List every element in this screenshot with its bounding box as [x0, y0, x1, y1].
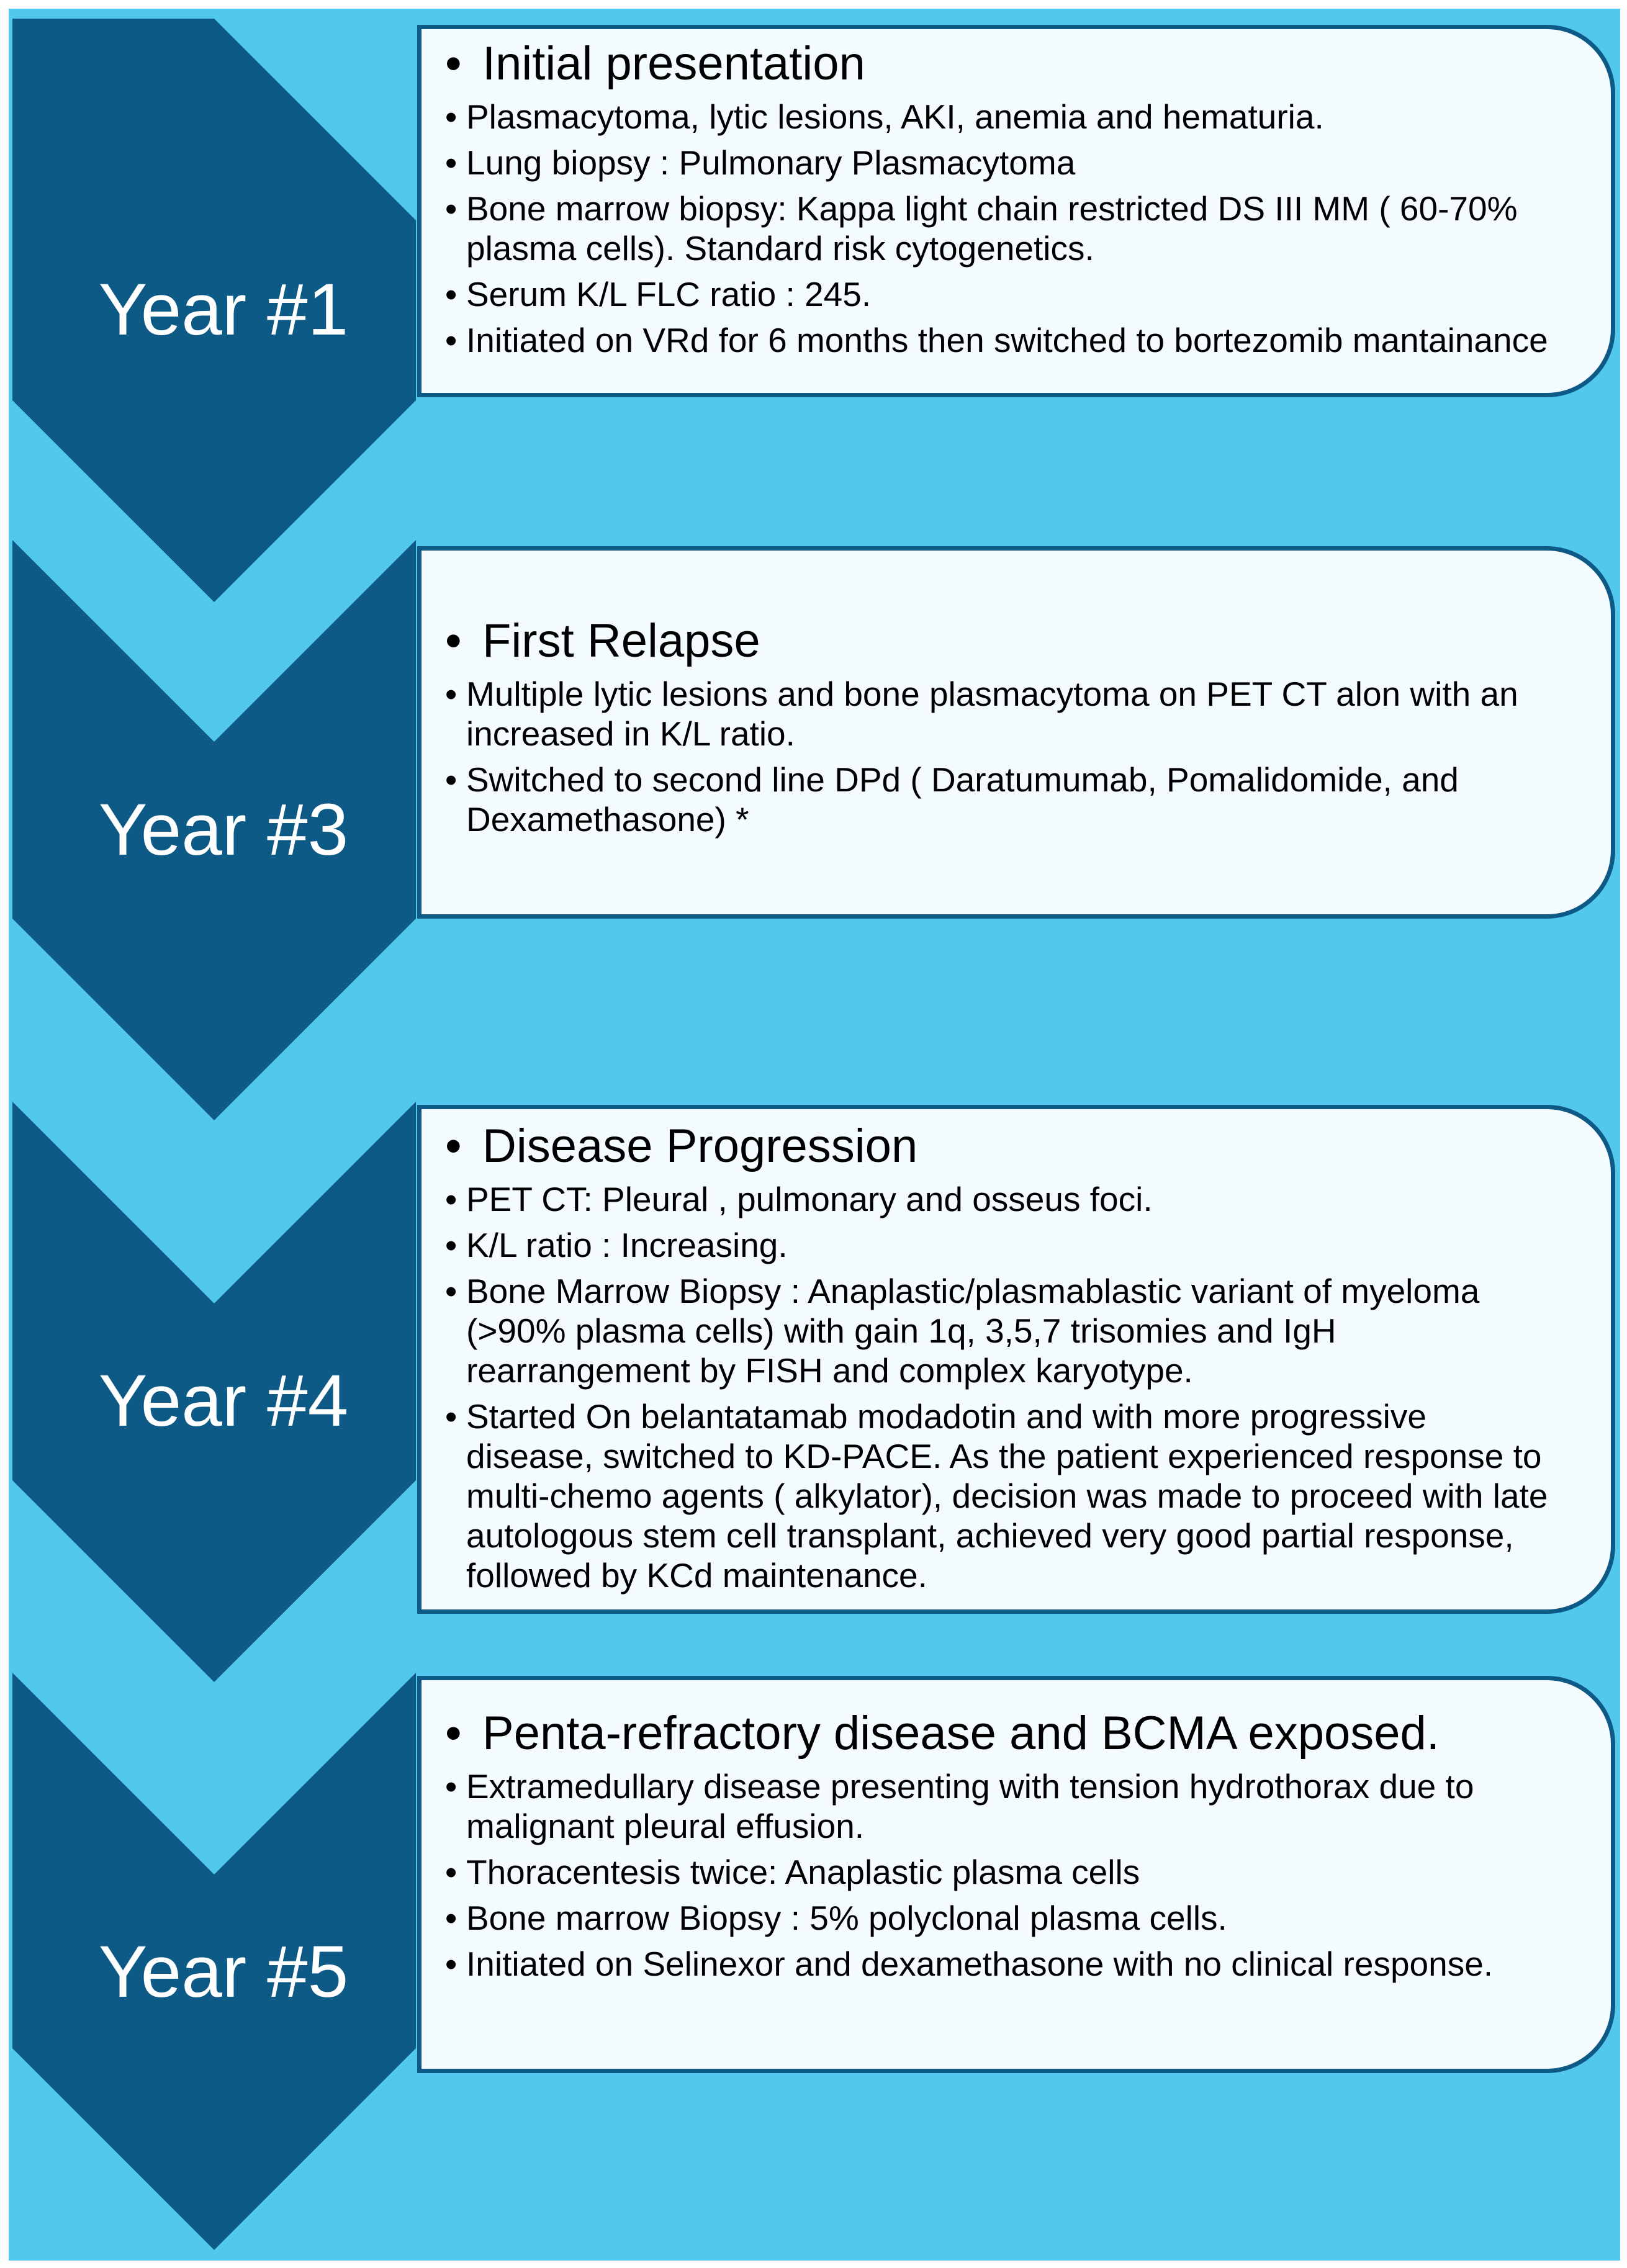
year-label-1: Year #1 — [98, 269, 349, 351]
card-year-5 — [417, 1676, 1615, 2073]
card-title: • Initial presentation — [445, 35, 1561, 92]
bullet-list — [445, 1766, 1561, 1984]
bullet-list — [445, 97, 1561, 360]
list-item: • Serum K/L FLC ratio : 245. — [445, 275, 872, 314]
year-label-4: Year #4 — [98, 1360, 349, 1442]
card-title: • Penta-refractory disease and BCMA exposed. — [445, 1705, 1561, 1762]
list-item: • Started On belantatamab modadotin and with more progressive disease, switched to KD-PACE. As the patient experienced response to multi-chemo agents ( alkylator), decision was made to proceed with late autologous stem cell transplant, achieved very good partial response, followed by KCd maintenance. — [445, 1397, 1548, 1595]
year-label-5: Year #5 — [98, 1931, 349, 2013]
card-year-3 — [417, 546, 1615, 919]
list-item: • Bone marrow Biopsy : 5% polyclonal plasma cells. — [445, 1899, 1227, 1938]
list-item: • Plasmacytoma, lytic lesions, AKI, anemia and hematuria. — [445, 97, 1324, 137]
list-item: • Initiated on VRd for 6 months then switched to bortezomib mantainance — [445, 321, 1548, 360]
card-title-text: Penta-refractory disease and BCMA exposed. — [482, 1707, 1440, 1760]
card-title-text: Initial presentation — [482, 37, 865, 90]
list-item: • Bone Marrow Biopsy : Anaplastic/plasmablastic variant of myeloma (>90% plasma cells) with gain 1q, 3,5,7 trisomies and IgH rearrangement by FISH and complex karyotype. — [445, 1272, 1480, 1390]
card-title-text: First Relapse — [482, 614, 760, 667]
card-year-1 — [417, 25, 1615, 397]
list-item: • Initiated on Selinexor and dexamethasone with no clinical response. — [445, 1945, 1494, 1984]
card-year-4 — [417, 1105, 1615, 1614]
bullet-list — [445, 674, 1561, 839]
list-item: • Lung biopsy : Pulmonary Plasmacytoma — [445, 143, 1076, 182]
card-title: • Disease Progression — [445, 1118, 1561, 1174]
list-item: • Bone marrow biopsy: Kappa light chain restricted DS III MM ( 60-70% plasma cells). Standard risk cytogenetics. — [445, 189, 1518, 268]
list-item: • Extramedullary disease presenting with tension hydrothorax due to malignant pleural effusion. — [445, 1767, 1474, 1846]
list-item: • Thoracentesis twice: Anaplastic plasma cells — [445, 1853, 1140, 1892]
card-title: • First Relapse — [445, 613, 1561, 669]
card-title-text: Disease Progression — [482, 1120, 918, 1172]
list-item: • Multiple lytic lesions and bone plasmacytoma on PET CT alon with an increased in K/L ratio. — [445, 675, 1518, 754]
year-label-3: Year #3 — [98, 789, 349, 871]
list-item: • Switched to second line DPd ( Daratumumab, Pomalidomide, and Dexamethasone) * — [445, 760, 1459, 839]
bullet-list — [445, 1179, 1561, 1595]
list-item: • K/L ratio : Increasing. — [445, 1226, 788, 1265]
list-item: • PET CT: Pleural , pulmonary and osseus foci. — [445, 1180, 1153, 1219]
